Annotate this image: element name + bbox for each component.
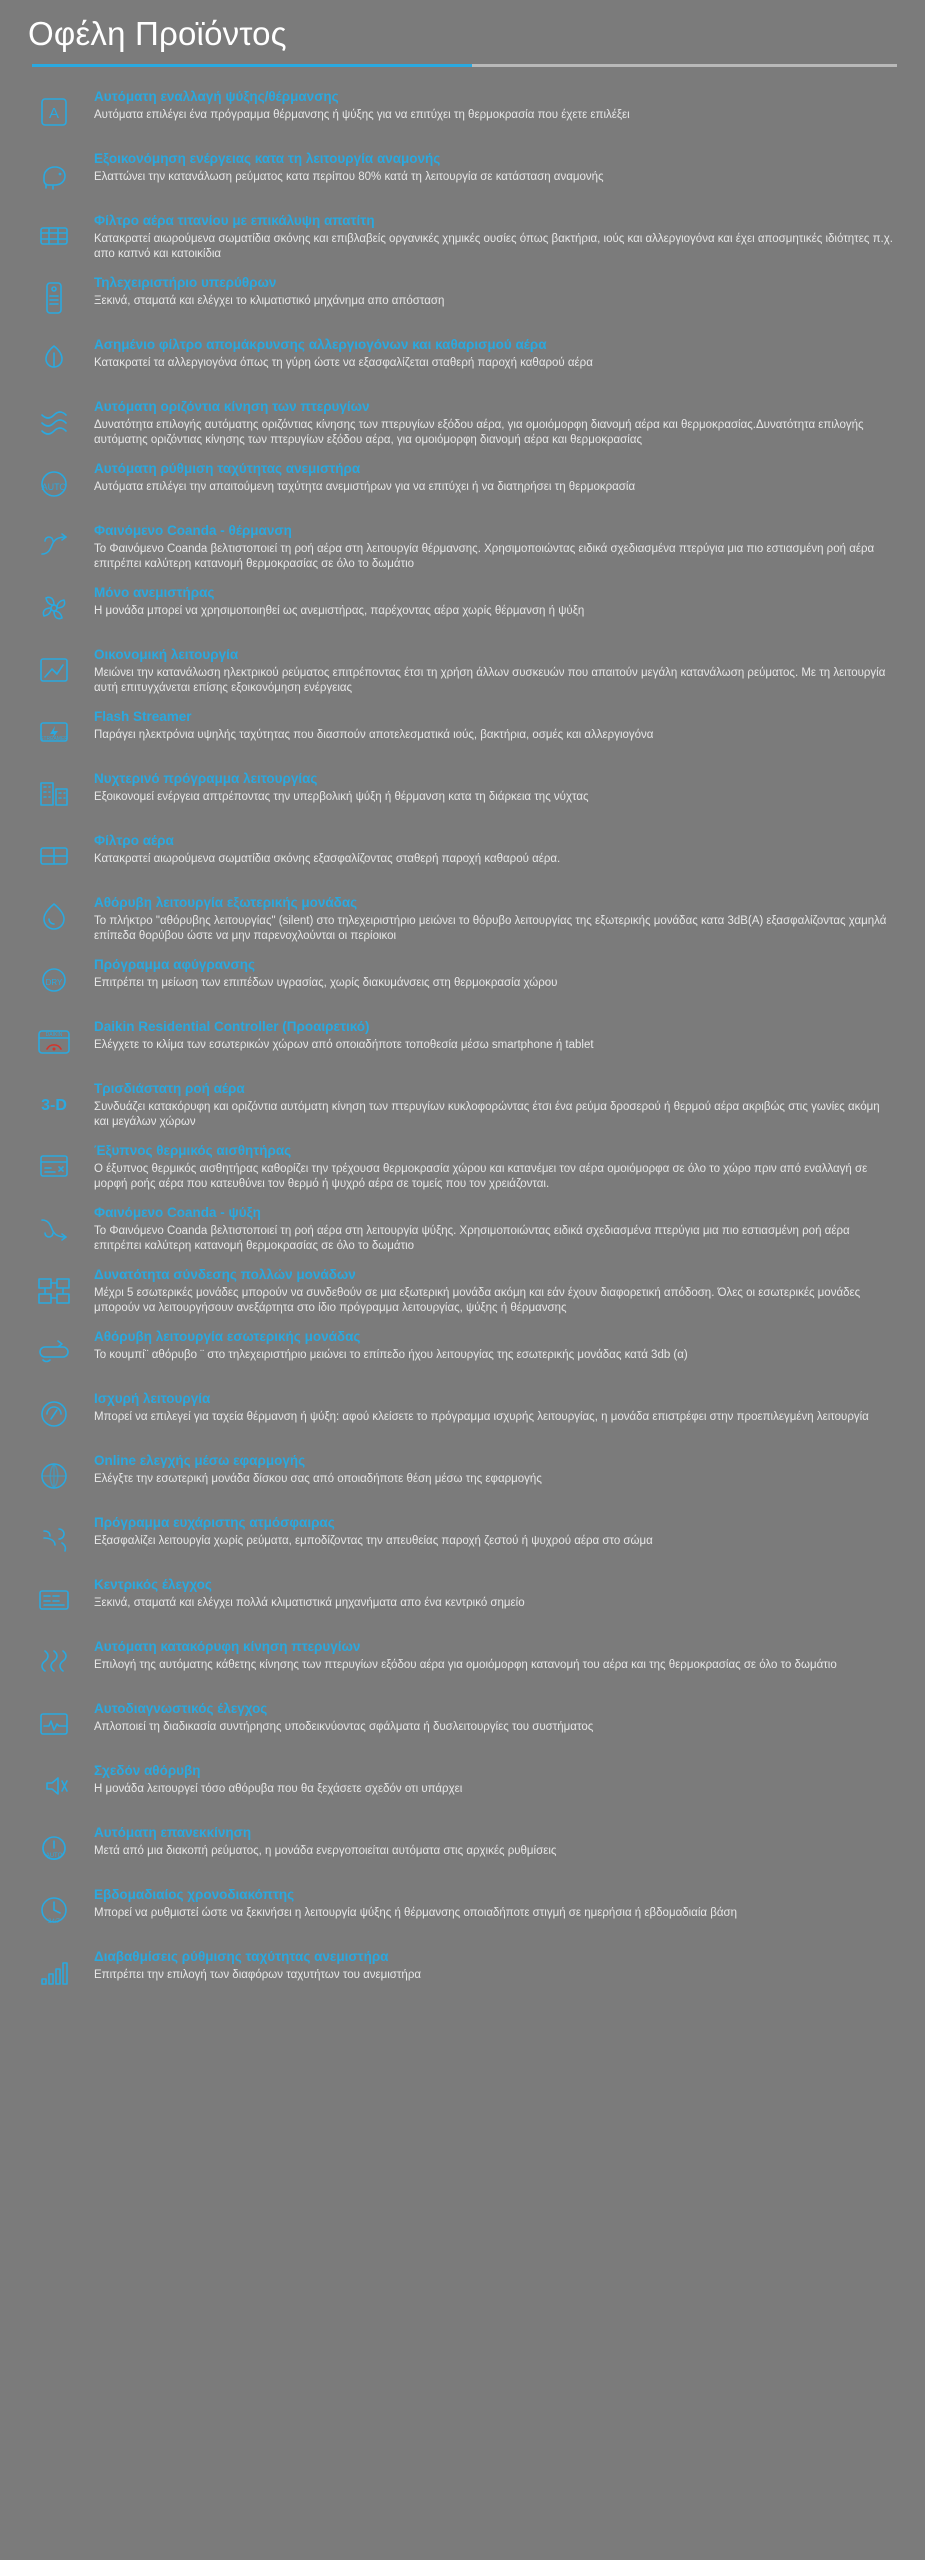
benefit-title: Αυτόματη εναλλαγή ψύξης/θέρμανσης — [94, 89, 339, 104]
weekly-timer-icon — [28, 1884, 80, 1936]
benefit-item — [0, 143, 925, 205]
night-set-mode-icon — [28, 768, 80, 820]
benefit-description: Κατακρατεί αιωρούμενα σωματίδια σκόνης εξασφαλίζοντας σταθερή παροχή καθαρού αέρα. — [94, 853, 561, 865]
benefit-description: Εξασφαλίζει λειτουργία χωρίς ρεύματα, εμποδίζοντας την απευθείας παροχή ζεστού ή ψυχρού αέρα στο σώμα — [94, 1535, 653, 1547]
benefit-title: Ισχυρή λειτουργία — [94, 1391, 211, 1406]
benefit-description: Ελέγχετε το κλίμα των εσωτερικών χώρων από οποιαδήποτε τοποθεσία μέσω smartphone ή tablet — [94, 1039, 594, 1051]
benefit-body — [94, 768, 895, 805]
benefit-title: Αθόρυβη λειτουργία εσωτερικής μονάδας — [94, 1329, 361, 1344]
benefit-title: Flash Streamer — [94, 709, 192, 724]
benefit-item — [0, 1755, 925, 1817]
benefit-item — [0, 1569, 925, 1631]
benefit-item — [0, 701, 925, 763]
benefit-description: Κατακρατεί αιωρούμενα σωματίδια σκόνης και επιβλαβείς οργανικές χημικές ουσίες όπως βακτήρια, ιούς και αλλεργιογόνα και έχει αποσμητικές ιδιότητες π.χ. απο καπνό και κατοικίδια — [94, 233, 893, 260]
benefit-description: Επιλογή της αυτόματης κάθετης κίνησης των πτερυγίων εξόδου αέρα για ομοιόμορφη κατανομή του αέρα και της θερμοκρασίας σε όλο το δωμάτιο — [94, 1659, 837, 1671]
benefit-item — [0, 1879, 925, 1941]
benefit-title: Δυνατότητα σύνδεσης πολλών μονάδων — [94, 1267, 356, 1282]
benefit-item — [0, 1507, 925, 1569]
silent-outdoor-operation-icon — [28, 892, 80, 944]
benefit-body — [94, 1574, 895, 1611]
benefit-item — [0, 515, 925, 577]
benefit-item — [0, 1011, 925, 1073]
almost-silent-icon — [28, 1760, 80, 1812]
silent-indoor-operation-icon — [28, 1326, 80, 1378]
benefit-title: Ασημένιο φίλτρο απομάκρυνσης αλλεργιογόνων και καθαρισμού αέρα — [94, 337, 547, 352]
benefit-body — [94, 272, 895, 309]
benefit-item — [0, 825, 925, 887]
coanda-cooling-icon — [28, 1202, 80, 1254]
benefit-body — [94, 706, 895, 743]
auto-vertical-swing-icon — [28, 1636, 80, 1688]
benefit-item — [0, 1817, 925, 1879]
centralised-control-icon — [28, 1574, 80, 1626]
benefit-body — [94, 148, 895, 185]
benefit-description: Το πλήκτρο "αθόρυβης λειτουργίας" (silent) στο τηλεχειριστήριο μειώνει το θόρυβο λειτουργίας της εξωτερικής μονάδας κατα 3dB(A) εξασφαλίζοντας χαμηλά επίπεδα θορύβου ώστε να μην παρενοχλούνται οι περίοικοι — [94, 915, 887, 942]
benefit-body — [94, 458, 895, 495]
svg-text:AUTO: AUTO — [41, 482, 67, 492]
benefit-title: Κεντρικός έλεγχος — [94, 1577, 212, 1592]
benefit-title: Φίλτρο αέρα — [94, 833, 174, 848]
benefit-description: Κατακρατεί τα αλλεργιογόνα όπως τη γύρη ώστε να εξασφαλίζεται σταθερή παροχή καθαρού αέρα — [94, 357, 593, 369]
benefit-list — [0, 81, 925, 2003]
benefit-title: Αυτοδιαγνωστικός έλεγχος — [94, 1701, 268, 1716]
auto-horizontal-swing-icon — [28, 396, 80, 448]
benefit-item — [0, 949, 925, 1011]
benefit-description: Μέχρι 5 εσωτερικές μονάδες μπορούν να συνδεθούν σε μια εξωτερική μονάδα ακόμη και εάν έχουν διαφορετική απόδοση. Όλες οι εσωτερικές μονάδες μπορούν να λειτουργήσουν ανεξάρτητα στο ίδιο πρόγραμμα λειτουργίας, ψύξης ή θέρμανσης — [94, 1287, 861, 1314]
benefit-description: Μπορεί να ρυθμιστεί ώστε να ξεκινήσει η λειτουργία ψύξης ή θέρμανσης οποιαδήποτε στιγμή σε ημερήσια ή εβδομαδιαία βάση — [94, 1907, 737, 1919]
svg-text:DAIKIN: DAIKIN — [45, 1032, 63, 1038]
benefit-body — [94, 1946, 895, 1983]
benefit-item — [0, 1259, 925, 1321]
silver-allergen-filter-icon — [28, 334, 80, 386]
benefit-body — [94, 1450, 895, 1487]
benefit-item — [0, 391, 925, 453]
benefit-title: Φίλτρο αέρα τιτανίου με επικάλυψη απατίτη — [94, 213, 375, 228]
benefit-description: Συνδυάζει κατακόρυφη και οριζόντια αυτόματη κίνηση των πτερυγίων κυκλοφορώντας έτσι ένα ρεύμα δροσερού ή θερμού αέρα ακριβώς στις γωνίες ακόμη και μεγάλων χώρων — [94, 1101, 880, 1128]
benefit-body — [94, 1512, 895, 1549]
benefit-description: Επιτρέπει τη μείωση των επιπέδων υγρασίας, χωρίς διακυμάνσεις στη θερμοκρασία χώρου — [94, 977, 558, 989]
benefit-item — [0, 639, 925, 701]
benefit-description: Δυνατότητα επιλογής αυτόματης οριζόντιας κίνησης των πτερυγίων εξόδου αέρα, για ομοιόμορφη διανομή αέρα και θερμοκρασίας.Δυνατότητα επιλογής αυτόματης οριζόντιας κίνησης των πτερυγίων εξόδου αέρα, για ομοιόμορφη διανομή αέρα και θερμοκρασίας — [94, 419, 864, 446]
intelligent-eye-sensor-icon — [28, 1140, 80, 1192]
benefit-description: Το Φαινόμενο Coanda βελτιστοποιεί τη ροή αέρα στη λειτουργία θέρμανσης. Χρησιμοποιώντας ειδικά σχεδιασμένα πτερύγια μια πιο εστιασμένη ροή αέρα επιτρέπει καλύτερη κατανομή θερμοκρασίας σε όλο το δωμάτιο — [94, 543, 875, 570]
daikin-residential-controller-icon — [28, 1016, 80, 1068]
svg-text:STREAMER: STREAMER — [40, 736, 68, 742]
benefit-body — [94, 1326, 895, 1363]
benefit-title: Online ελεγχής μέσω εφαρμογής — [94, 1453, 306, 1468]
benefit-item — [0, 1321, 925, 1383]
benefit-body — [94, 396, 895, 448]
benefit-description: Εξοικονομεί ενέργεια απτρέποντας την υπερβολική ψύξη ή θέρμανση κατα τη διάρκεια της νύχτας — [94, 791, 589, 803]
powerful-operation-icon — [28, 1388, 80, 1440]
benefit-title: Αυτόματη ρύθμιση ταχύτητας ανεμιστήρα — [94, 461, 361, 476]
benefit-description: Το κουμπί¨ αθόρυβο ¨ στο τηλεχειριστήριο μειώνει το επίπεδο ήχου λειτουργίας της εσωτερικής μονάδας κατά 3db (α) — [94, 1349, 688, 1361]
3d-airflow-icon — [28, 1078, 80, 1130]
benefit-item — [0, 453, 925, 515]
auto-changeover-icon — [28, 86, 80, 138]
multi-connection-icon — [28, 1264, 80, 1316]
benefit-item — [0, 1445, 925, 1507]
benefit-description: Επιτρέπει την επιλογή των διαφόρων ταχυτήτων του ανεμιστήρα — [94, 1969, 422, 1981]
benefit-body — [94, 644, 895, 696]
benefit-item — [0, 1073, 925, 1135]
benefit-description: Ο έξυπνος θερμικός αισθητήρας καθορίζει την τρέχουσα θερμοκρασία χώρου και κατανέμει τον αέρα ομοιόμορφα σε όλο το χώρο πριν από εναλλαγή σε μορφή ροής αέρα που κατευθύνει τον θερμό ή ψυχρό αέρα σε τομείς που τον χρειάζονται. — [94, 1163, 868, 1190]
benefit-description: Αυτόματα επιλέγει ένα πρόγραμμα θέρμανσης ή ψύξης για να επιτύχει τη θερμοκρασία που έχετε επιλέξει — [94, 109, 630, 121]
online-app-control-icon — [28, 1450, 80, 1502]
svg-text:DRY: DRY — [45, 978, 63, 987]
benefit-description: Ξεκινά, σταματά και ελέγχει πολλά κλιματιστικά μηχανήματα απο ένα κεντρικό σημείο — [94, 1597, 525, 1609]
benefit-title: Έξυπνος θερμικός αισθητήρας — [94, 1143, 292, 1158]
standby-energy-saving-icon — [28, 148, 80, 200]
benefit-description: Αυτόματα επιλέγει την απαιτούμενη ταχύτητα ανεμιστήρων για να επιτύχει ή να διατηρήσει τη θερμοκρασία — [94, 481, 636, 493]
self-diagnosis-icon — [28, 1698, 80, 1750]
benefit-item — [0, 81, 925, 143]
benefit-body — [94, 582, 895, 619]
benefit-item — [0, 1135, 925, 1197]
benefit-title: Αθόρυβη λειτουργία εξωτερικής μονάδας — [94, 895, 358, 910]
benefit-description: Μειώνει την κατανάλωση ηλεκτρικού ρεύματος επιτρέποντας έτσι τη χρήση άλλων συσκευών που απαιτούν μεγάλη κατανάλωση ρεύματος. Με τη λειτουργία αυτή επιτυγχάνεται επίσης εξοικονόμηση ενέργειας — [94, 667, 886, 694]
benefit-description: Μετά από μια διακοπή ρεύματος, η μονάδα ενεργοποιείται αυτόματα στις αρχικές ρυθμίσεις — [94, 1845, 557, 1857]
coanda-heating-icon — [28, 520, 80, 572]
svg-text:3-D: 3-D — [41, 1097, 67, 1114]
fan-only-icon — [28, 582, 80, 634]
benefit-body — [94, 892, 895, 944]
benefit-item — [0, 1941, 925, 2003]
benefit-description: Η μονάδα λειτουργεί τόσο αθόρυβα που θα ξεχάσετε σχεδόν οτι υπάρχει — [94, 1783, 463, 1795]
benefit-body — [94, 830, 895, 867]
svg-text:AUTO: AUTO — [45, 1853, 63, 1859]
benefit-item — [0, 267, 925, 329]
economy-mode-icon — [28, 644, 80, 696]
benefit-body — [94, 1016, 895, 1053]
benefit-body — [94, 954, 895, 991]
benefit-body — [94, 1140, 895, 1192]
benefit-item — [0, 887, 925, 949]
benefit-title: Πρόγραμμα ευχάριστης ατμόσφαιρας — [94, 1515, 335, 1530]
benefit-title: Φαινόμενο Coanda - θέρμανση — [94, 523, 292, 538]
benefit-title: Αυτόματη επανεκκίνηση — [94, 1825, 252, 1840]
auto-restart-icon — [28, 1822, 80, 1874]
benefit-title: Daikin Residential Controller (Προαιρετικό) — [94, 1019, 370, 1034]
svg-text:24/7: 24/7 — [48, 1919, 60, 1925]
benefit-item — [0, 1197, 925, 1259]
benefit-body — [94, 1078, 895, 1130]
benefit-title: Τηλεχειριστήριο υπερύθρων — [94, 275, 277, 290]
benefit-title: Εβδομαδιαίος χρονοδιακόπτης — [94, 1887, 295, 1902]
benefit-title: Διαβαθμίσεις ρύθμισης ταχύτητας ανεμιστήρα — [94, 1949, 389, 1964]
benefit-body — [94, 1388, 895, 1425]
benefit-description: Ξεκινά, σταματά και ελέγχει το κλιματιστικό μηχάνημα απο απόσταση — [94, 295, 445, 307]
benefit-item — [0, 763, 925, 825]
benefit-body — [94, 1264, 895, 1316]
benefit-body — [94, 1760, 895, 1797]
page-title: Οφέλη Προϊόντος — [28, 15, 287, 52]
benefit-description: Παράγει ηλεκτρόνια υψηλής ταχύτητας που διασπούν αποτελεσματικά ιούς, βακτήρια, οσμές και αλλεργιογόνα — [94, 729, 654, 741]
benefit-body — [94, 1884, 895, 1921]
benefit-description: Απλοποιεί τη διαδικασία συντήρησης υποδεικνύοντας σφάλματα ή δυσλειτουργίες του συστήματος — [94, 1721, 594, 1733]
flash-streamer-icon — [28, 706, 80, 758]
benefit-body — [94, 334, 895, 371]
benefit-body — [94, 1698, 895, 1735]
benefit-body — [94, 1822, 895, 1859]
dry-program-icon — [28, 954, 80, 1006]
benefit-item — [0, 1383, 925, 1445]
air-filter-icon — [28, 830, 80, 882]
benefit-title: Τρισδιάστατη ροή αέρα — [94, 1081, 245, 1096]
benefit-title: Νυχτερινό πρόγραμμα λειτουργίας — [94, 771, 318, 786]
benefit-title: Αυτόματη οριζόντια κίνηση των πτερυγίων — [94, 399, 370, 414]
benefit-description: Ελέγξτε την εσωτερική μονάδα δίσκου σας από οποιαδήποτε θέση μέσω της εφαρμογής — [94, 1473, 542, 1485]
titanium-apatite-filter-icon — [28, 210, 80, 262]
benefit-title: Πρόγραμμα αφύγρανσης — [94, 957, 256, 972]
infrared-remote-control-icon — [28, 272, 80, 324]
benefit-description: Το Φαινόμενο Coanda βελτιστοποιεί τη ροή αέρα στη λειτουργία ψύξης. Χρησιμοποιώντας ειδικά σχεδιασμένα πτερύγια μια πιο εστιασμένη ροή αέρα επιτρέπει καλύτερη κατανομή θερμοκρασίας σε όλο το δωμάτιο — [94, 1225, 850, 1252]
benefit-item — [0, 577, 925, 639]
benefit-body — [94, 1202, 895, 1254]
fan-speed-steps-icon — [28, 1946, 80, 1998]
benefit-body — [94, 210, 895, 262]
title-underline — [32, 64, 897, 67]
page-header — [0, 0, 925, 54]
benefit-body — [94, 86, 895, 123]
benefit-item — [0, 205, 925, 267]
benefit-item — [0, 1693, 925, 1755]
benefit-body — [94, 1636, 895, 1673]
benefit-title: Οικονομική λειτουργία — [94, 647, 239, 662]
benefit-title: Εξοικονόμηση ενέργειας κατα τη λειτουργία αναμονής — [94, 151, 441, 166]
auto-fan-speed-icon — [28, 458, 80, 510]
benefit-body — [94, 520, 895, 572]
benefit-item — [0, 1631, 925, 1693]
benefit-item — [0, 329, 925, 391]
svg-text:A: A — [48, 105, 60, 122]
comfort-airflow-icon — [28, 1512, 80, 1564]
benefit-description: Η μονάδα μπορεί να χρησιμοποιηθεί ως ανεμιστήρας, παρέχοντας αέρα χωρίς θέρμανση ή ψύξη — [94, 605, 585, 617]
benefit-title: Αυτόματη κατακόρυφη κίνηση πτερυγίων — [94, 1639, 361, 1654]
benefit-title: Φαινόμενο Coanda - ψύξη — [94, 1205, 261, 1220]
benefit-title: Μόνο ανεμιστήρας — [94, 585, 215, 600]
benefit-title: Σχεδόν αθόρυβη — [94, 1763, 201, 1778]
benefit-description: Μπορεί να επιλεγεί για ταχεία θέρμανση ή ψύξη: αφού κλείσετε το πρόγραμμα ισχυρής λειτουργίας, η μονάδα επιστρέφει στην προεπιλεγμένη λειτουργία — [94, 1411, 869, 1423]
benefit-description: Ελαττώνει την κατανάλωση ρεύματος κατα περίπου 80% κατά τη λειτουργία σε κατάσταση αναμονής — [94, 171, 604, 183]
